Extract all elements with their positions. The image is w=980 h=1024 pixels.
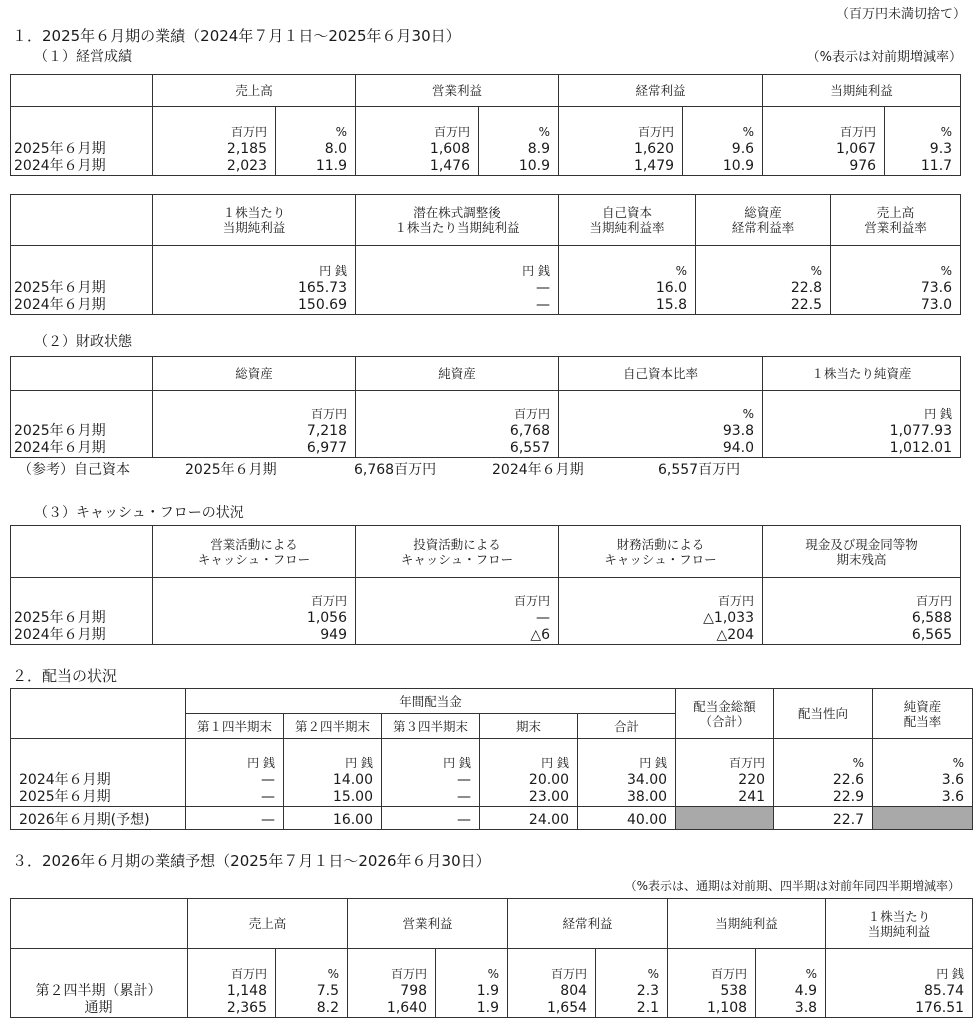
cashflow-title: （３）キャッシュ・フローの状況 <box>34 505 244 521</box>
cell-cash-balance: 百万円 6,588 6,565 <box>763 578 961 645</box>
financial-title: （２）財政状態 <box>34 334 132 350</box>
col-header-q1: 第１四半期末 <box>186 714 284 739</box>
col-header-cash-balance: 現金及び現金同等物 期末残高 <box>763 526 961 578</box>
forecast-dividend-row: 2026年６月期(予想) — 16.00 — 24.00 40.00 22.7 <box>11 807 973 830</box>
cell-op-pct: % 8.9 10.9 <box>479 107 559 176</box>
col-header-net-assets: 純資産 <box>356 357 559 391</box>
col-header-bps: １株当たり純資産 <box>763 357 961 391</box>
cell-investing-cf: 百万円 — △6 <box>356 578 559 645</box>
row-labels <box>11 107 153 176</box>
cell-net-pct: % 4.9 3.8 <box>756 949 826 1018</box>
cell-operating-cf: 百万円 1,056 949 <box>153 578 356 645</box>
cell-q1: 円 銭 — — <box>186 739 284 807</box>
cell-sales: 百万円 2,185 2,023 <box>153 107 276 176</box>
operating-results-table <box>10 74 961 176</box>
reference-value-1: 6,768百万円 <box>354 462 437 478</box>
col-header-investing-cf: 投資活動による キャッシュ・フロー <box>356 526 559 578</box>
cell-eps: 円 銭 85.74 176.51 <box>826 949 973 1018</box>
corner-cell <box>11 357 153 391</box>
cell-op-pct: % 1.9 1.9 <box>436 949 508 1018</box>
cell-sales: 百万円 1,148 2,365 <box>188 949 276 1018</box>
cell-op-margin: % 73.6 73.0 <box>831 246 961 315</box>
cell-net-assets: 百万円 6,768 6,557 <box>356 391 559 458</box>
row-labels: 第２四半期（累計） 通期 <box>11 949 188 1018</box>
cell-equity-ratio: % 93.8 94.0 <box>559 391 763 458</box>
results-title: （１）経営成績 <box>34 49 132 65</box>
cell-ord: 百万円 804 1,654 <box>508 949 596 1018</box>
col-header-eps: １株当たり 当期純利益 <box>153 195 356 246</box>
cell-eps: 円 銭 165.73 150.69 <box>153 246 356 315</box>
col-header-roa: 総資産 経常利益率 <box>696 195 831 246</box>
cell-payout-ratio: % 22.6 22.9 <box>774 739 873 807</box>
cell-doe: % 3.6 3.6 <box>873 739 973 807</box>
col-header-diluted-eps: 潜在株式調整後 １株当たり当期純利益 <box>356 195 559 246</box>
cell-net: 百万円 538 1,108 <box>668 949 756 1018</box>
section1-title: １．2025年６月期の業績（2024年７月１日～2025年６月30日） <box>12 27 461 45</box>
col-header-net-income: 当期純利益 <box>763 75 961 107</box>
forecast-table <box>10 898 973 1018</box>
cell-total-assets: 百万円 7,218 6,977 <box>153 391 356 458</box>
reference-period-1: 2025年６月期 <box>185 462 277 478</box>
cashflow-table <box>10 525 961 645</box>
col-header-annual-dividend: 年間配当金 <box>186 689 676 714</box>
cell-net: 百万円 1,067 976 <box>763 107 885 176</box>
per-share-table <box>10 194 961 315</box>
col-header-total-dividend: 配当金総額 （合計） <box>676 689 774 739</box>
cell-total: 円 銭 34.00 38.00 <box>578 739 676 807</box>
col-header-payout-ratio: 配当性向 <box>774 689 873 739</box>
cell-q3: 円 銭 — — <box>382 739 480 807</box>
reference-value-2: 6,557百万円 <box>658 462 741 478</box>
section3-title: ３．2026年６月期の業績予想（2025年７月１日～2026年６月30日） <box>12 852 491 870</box>
col-header-ordinary-income: 経常利益 <box>559 75 763 107</box>
col-header-total: 合計 <box>578 714 676 739</box>
cell-sales-pct: % 8.0 11.9 <box>276 107 356 176</box>
cell-bps: 円 銭 1,077.93 1,012.01 <box>763 391 961 458</box>
reference-period-2: 2024年６月期 <box>492 462 584 478</box>
cell-ord-pct: % 9.6 10.9 <box>683 107 763 176</box>
col-header-op-margin: 売上高 営業利益率 <box>831 195 961 246</box>
shaded-cell <box>676 807 774 830</box>
cell-diluted-eps: 円 銭 — — <box>356 246 559 315</box>
row-labels: 2025年６月期 2024年６月期 <box>11 391 153 458</box>
col-header-roe: 自己資本 当期純利益率 <box>559 195 696 246</box>
col-header-net-income: 当期純利益 <box>668 899 826 949</box>
reference-label: （参考）自己資本 <box>18 462 130 478</box>
col-header-q3: 第３四半期末 <box>382 714 480 739</box>
corner-cell <box>11 899 188 949</box>
section2-title: ２．配当の状況 <box>12 667 118 685</box>
col-header-eps: １株当たり 当期純利益 <box>826 899 973 949</box>
col-header-operating-income: 営業利益 <box>356 75 559 107</box>
col-header-ordinary-income: 経常利益 <box>508 899 668 949</box>
col-header-operating-cf: 営業活動による キャッシュ・フロー <box>153 526 356 578</box>
cell-financing-cf: 百万円 △1,033 △204 <box>559 578 763 645</box>
row-label: 2024年６月期 <box>14 158 106 174</box>
cell-roa: % 22.8 22.5 <box>696 246 831 315</box>
results-note: （%表示は対前期増減率） <box>806 50 962 65</box>
row-labels: 2025年６月期 2024年６月期 <box>11 578 153 645</box>
dividends-table <box>10 688 973 830</box>
col-header-total-assets: 総資産 <box>153 357 356 391</box>
col-header-sales: 売上高 <box>153 75 356 107</box>
cell-ord-pct: % 2.3 2.1 <box>596 949 668 1018</box>
cell-total-dividend: 百万円 220 241 <box>676 739 774 807</box>
corner-cell <box>11 689 186 739</box>
cell-op: 百万円 798 1,640 <box>348 949 436 1018</box>
shaded-cell <box>873 807 973 830</box>
cell-net-pct: % 9.3 11.7 <box>885 107 961 176</box>
col-header-q2: 第２四半期末 <box>284 714 382 739</box>
cell-op: 百万円 1,608 1,476 <box>356 107 479 176</box>
corner-cell <box>11 195 153 246</box>
col-header-doe: 純資産 配当率 <box>873 689 973 739</box>
row-label: 2025年６月期 <box>14 141 106 157</box>
col-header-financing-cf: 財務活動による キャッシュ・フロー <box>559 526 763 578</box>
corner-cell <box>11 526 153 578</box>
unit-note: （百万円未満切捨て） <box>835 7 966 22</box>
col-header-operating-income: 営業利益 <box>348 899 508 949</box>
col-header-year-end: 期末 <box>480 714 578 739</box>
cell-q2: 円 銭 14.00 15.00 <box>284 739 382 807</box>
row-labels: 2024年６月期 2025年６月期 <box>11 739 186 807</box>
col-header-equity-ratio: 自己資本比率 <box>559 357 763 391</box>
col-header-sales: 売上高 <box>188 899 348 949</box>
cell-year-end: 円 銭 20.00 23.00 <box>480 739 578 807</box>
financial-position-table <box>10 356 961 458</box>
forecast-note: （%表示は、通期は対前期、四半期は対前年同四半期増減率） <box>624 879 960 893</box>
corner-cell <box>11 75 153 107</box>
cell-ord: 百万円 1,620 1,479 <box>559 107 683 176</box>
cell-roe: % 16.0 15.8 <box>559 246 696 315</box>
row-labels: 2025年６月期 2024年６月期 <box>11 246 153 315</box>
cell-sales-pct: % 7.5 8.2 <box>276 949 348 1018</box>
